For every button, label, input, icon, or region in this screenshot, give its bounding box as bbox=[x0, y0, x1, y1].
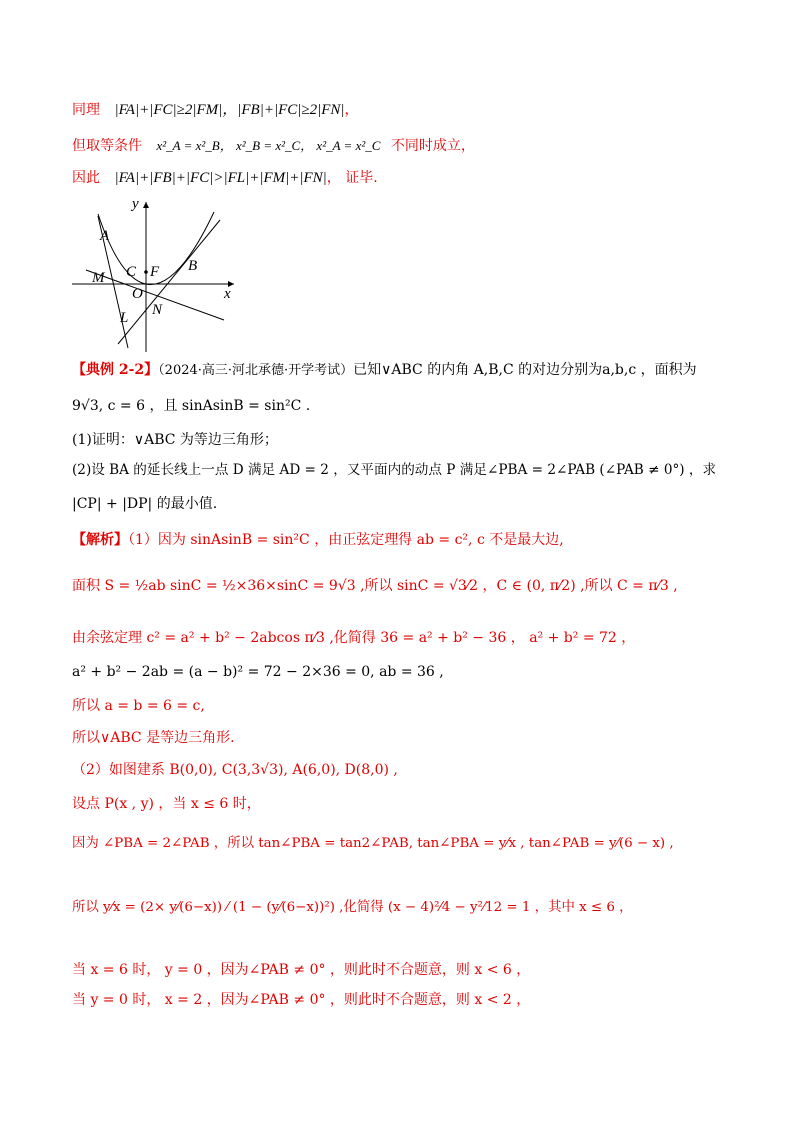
solution-line-5 bbox=[72, 696, 205, 716]
solution-line-10 bbox=[72, 898, 633, 918]
solution-step-5: 所以 a = b = 6 = c, bbox=[72, 698, 205, 714]
solution-step-4: a² + b² − 2ab = (a − b)² = 72 − 2×36 = 0, ab = 36 , bbox=[72, 664, 444, 680]
solution-step-12: 当 y = 0 时， x = 2 ，因为∠PAB ≠ 0° ，则此时不合题意，则 x < 2 ， bbox=[72, 992, 531, 1008]
solution-step-9b: ∠PBA = 2∠PAB ，所以 tan∠PBA = tan2∠PAB, tan∠PBA = y⁄x , tan∠PAB = y⁄(6 − x) , bbox=[103, 836, 674, 851]
solution-tag: 【解析】 bbox=[72, 532, 128, 548]
proof-line-3 bbox=[72, 168, 378, 188]
label-f: F bbox=[150, 264, 160, 280]
question-2-line-1 bbox=[72, 460, 716, 480]
solution-step-3: 由余弦定理 c² = a² + b² − 2abcos π⁄3 ,化简得 36 = a² + b² − 36 ， a² + b² = 72 ， bbox=[72, 630, 636, 646]
solution-line-6 bbox=[72, 728, 235, 748]
proof-line-3-prefix: 因此 bbox=[72, 170, 100, 186]
label-y: y bbox=[132, 196, 139, 212]
solution-line-12 bbox=[72, 990, 530, 1010]
label-l: L bbox=[120, 310, 129, 326]
example-tag: 【典例 2-2】 bbox=[72, 362, 159, 378]
solution-line-7 bbox=[72, 760, 398, 780]
focus-point bbox=[144, 270, 148, 274]
solution-step-2: 面积 S = ½ab sinC = ½×36×sinC = 9√3 ,所以 sinC = √3⁄2 ，C ∈ (0, π⁄2) ,所以 C = π⁄3 , bbox=[72, 578, 678, 594]
solution-line-1 bbox=[72, 530, 564, 550]
solution-step-10: 所以 y⁄x = (2× y⁄(6−x)) ⁄ (1 − (y⁄(6−x))²) ,化简得 (x − 4)²⁄4 − y²⁄12 = 1 ，其中 x ≤ 6 ， bbox=[72, 900, 633, 915]
example-source: （2024·高三·河北承德·开学考试） bbox=[158, 363, 354, 378]
solution-step-7: （2）如图建系 B(0,0), C(3,3√3), A(6,0), D(8,0) , bbox=[72, 762, 398, 778]
solution-step-9a: 因为 bbox=[72, 836, 99, 851]
proof-line-1 bbox=[72, 100, 359, 120]
label-a: A bbox=[100, 228, 110, 244]
example-stem-1: 已知∨ABC 的内角 A,B,C 的对边分别为a,b,c ，面积为 bbox=[353, 362, 697, 378]
solution-line-3 bbox=[72, 628, 635, 648]
example-stem-2: 9√3, c = 6 ，且 sinAsinB = sin²C . bbox=[72, 398, 311, 414]
label-x: x bbox=[224, 286, 231, 302]
proof-line-3-math: |FA|+|FB|+|FC|>|FL|+|FM|+|FN| bbox=[114, 170, 327, 186]
solution-line-8 bbox=[72, 794, 261, 814]
solution-line-2 bbox=[72, 576, 678, 596]
tangent-at-b bbox=[118, 220, 220, 344]
example-stem-line-1 bbox=[72, 360, 697, 381]
label-b: B bbox=[188, 258, 198, 274]
solution-line-11 bbox=[72, 960, 530, 980]
solution-step-11: 当 x = 6 时， y = 0 ，因为∠PAB ≠ 0° ，则此时不合题意，则 x < 6 ， bbox=[72, 962, 531, 978]
example-stem-line-2 bbox=[72, 396, 310, 416]
solution-line-4 bbox=[72, 662, 444, 682]
question-1 bbox=[72, 430, 278, 450]
proof-line-3-suffix: ， 证毕. bbox=[326, 170, 378, 186]
question-2-text-a: (2)设 BA 的延长线上一点 D 满足 AD = 2 ，又平面内的动点 P 满足∠PBA = 2∠PAB (∠PAB ≠ 0°) ，求 bbox=[72, 462, 717, 478]
label-m: M bbox=[92, 270, 105, 286]
parabola-figure bbox=[70, 196, 250, 356]
proof-line-2 bbox=[72, 136, 475, 156]
question-2-text-b: |CP| + |DP| 的最小值. bbox=[72, 496, 218, 512]
solution-step-1: （1）因为 sinAsinB = sin²C ，由正弦定理得 ab = c², c 不是最大边, bbox=[128, 532, 564, 548]
proof-line-1-math: |FA|+|FC|≥2|FM|，|FB|+|FC|≥2|FN| bbox=[114, 102, 345, 118]
question-1-text: (1)证明：∨ABC 为等边三角形； bbox=[72, 432, 278, 448]
solution-step-8: 设点 P(x , y) ，当 x ≤ 6 时， bbox=[72, 796, 261, 812]
label-o: O bbox=[132, 286, 143, 302]
proof-line-2-prefix: 但取等条件 bbox=[72, 138, 142, 154]
label-c: C bbox=[126, 264, 137, 280]
solution-line-9 bbox=[72, 834, 674, 854]
question-2-line-2 bbox=[72, 494, 217, 514]
proof-line-2-suffix: 不同时成立， bbox=[390, 138, 475, 154]
proof-line-2-math: x²_A = x²_B， x²_B = x²_C， x²_A = x²_C bbox=[156, 138, 381, 153]
proof-line-1-suffix: ， bbox=[344, 102, 359, 118]
solution-step-6: 所以∨ABC 是等边三角形. bbox=[72, 730, 235, 746]
label-n: N bbox=[152, 302, 163, 318]
proof-line-1-prefix: 同理 bbox=[72, 102, 100, 118]
